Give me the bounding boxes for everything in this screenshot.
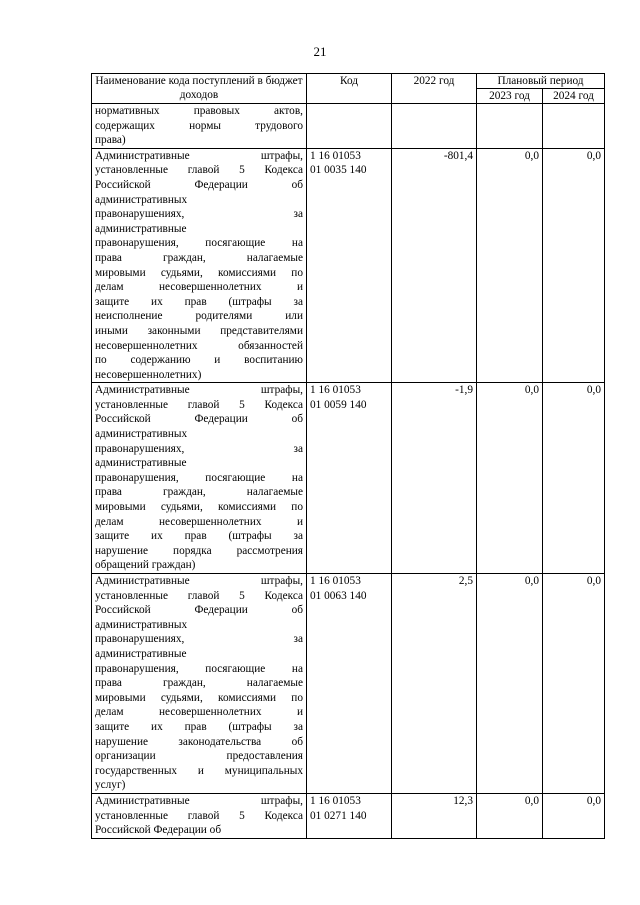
- revenue-name-cell: [92, 148, 307, 383]
- revenue-name-line: административных: [95, 193, 188, 206]
- value-2024-cell: 0,0: [543, 148, 605, 383]
- revenue-name-line: нормативных правовых актов,: [95, 105, 303, 117]
- revenue-code-line: 1 16 01053: [310, 575, 361, 587]
- revenue-name-line: права граждан, налагаемые: [95, 677, 303, 690]
- revenue-name-line: Российской Федерации об: [95, 413, 303, 426]
- revenue-name-line: права граждан, налагаемые: [95, 251, 303, 264]
- header-2024: 2024 год: [543, 89, 605, 104]
- revenue-name-line: Административные штрафы,: [95, 384, 303, 397]
- table-body: [92, 104, 605, 839]
- revenue-name-line: установленные главой 5 Кодекса: [95, 398, 303, 411]
- revenue-name-line: нарушение законодательства об: [95, 735, 303, 748]
- table-row: [92, 383, 605, 574]
- revenue-code-cell: [307, 148, 392, 383]
- revenue-code-cell: [307, 574, 392, 794]
- value-2022-cell: 12,3: [392, 793, 477, 838]
- revenue-name-line: Российской Федерации об: [95, 178, 303, 191]
- value-2022-cell: 2,5: [392, 574, 477, 794]
- revenue-name-line: правонарушениях, за: [95, 208, 303, 221]
- header-planned-period: Плановый период: [477, 74, 605, 89]
- value-2022-cell: [392, 104, 477, 149]
- revenue-name-line: по содержанию и воспитанию: [95, 354, 303, 367]
- header-2023: 2023 год: [477, 89, 543, 104]
- revenue-code-line: 01 0063 140: [310, 589, 367, 602]
- table-row: [92, 574, 605, 794]
- revenue-name-line: несовершеннолетних): [95, 368, 202, 381]
- value-2022-cell: -1,9: [392, 383, 477, 574]
- revenue-code-cell: [307, 104, 392, 149]
- revenue-name-line: административные: [95, 647, 187, 660]
- revenue-name-cell: [92, 104, 307, 149]
- revenue-code-line: 1 16 01053: [310, 149, 361, 162]
- revenue-name-line: Российской Федерации об: [95, 824, 222, 837]
- revenue-name-line: обращений граждан): [95, 559, 196, 572]
- revenue-name-line: мировыми судьями, комиссиями по: [95, 266, 303, 279]
- revenue-name-line: иными законными представителями: [95, 324, 303, 337]
- page-number: 21: [313, 44, 327, 59]
- revenue-name-line: права граждан, налагаемые: [95, 486, 303, 499]
- header-name: Наименование кода поступлений в бюджет доходов: [92, 74, 307, 104]
- revenue-name-line: правонарушениях, за: [95, 633, 303, 646]
- revenue-name-line: Российской Федерации об: [95, 604, 303, 617]
- table-row: [92, 104, 605, 149]
- revenue-name-line: установленные главой 5 Кодекса: [95, 809, 303, 822]
- value-2023-cell: [477, 104, 543, 149]
- revenue-name-cell: [92, 383, 307, 574]
- revenue-code-line: 1 16 01053: [310, 384, 361, 397]
- revenue-code-cell: [307, 793, 392, 838]
- revenue-name-line: защите их прав (штрафы за: [95, 530, 303, 543]
- revenue-name-line: установленные главой 5 Кодекса: [95, 164, 303, 177]
- revenue-name-line: Административные штрафы,: [95, 149, 303, 162]
- revenue-name-line: права): [95, 134, 126, 147]
- revenue-name-line: организации предоставления: [95, 750, 303, 763]
- revenue-name-line: Административные штрафы,: [95, 575, 303, 587]
- revenue-name-line: правонарушения, посягающие на: [95, 237, 303, 250]
- revenue-name-line: мировыми судьями, комиссиями по: [95, 501, 303, 514]
- value-2023-cell: 0,0: [477, 148, 543, 383]
- revenue-name-line: содержащих нормы трудового: [95, 119, 303, 132]
- revenue-name-line: административные: [95, 457, 187, 470]
- revenue-code-line: 01 0035 140: [310, 164, 367, 177]
- value-2024-cell: 0,0: [543, 793, 605, 838]
- revenue-name-line: делам несовершеннолетних и: [95, 706, 303, 719]
- revenue-name-line: защите их прав (штрафы за: [95, 295, 303, 308]
- header-2022: 2022 год: [392, 74, 477, 104]
- revenue-name-line: мировыми судьями, комиссиями по: [95, 691, 303, 704]
- revenue-name-line: Административные штрафы,: [95, 794, 303, 807]
- revenue-name-line: административных: [95, 428, 188, 441]
- value-2024-cell: [543, 104, 605, 149]
- value-2024-cell: 0,0: [543, 383, 605, 574]
- revenue-name-line: делам несовершеннолетних и: [95, 515, 303, 528]
- revenue-name-line: несовершеннолетних обязанностей: [95, 339, 303, 352]
- value-2023-cell: 0,0: [477, 574, 543, 794]
- revenue-name-cell: [92, 793, 307, 838]
- header-code: Код: [307, 74, 392, 104]
- revenue-code-line: 01 0271 140: [310, 809, 367, 822]
- revenue-code-cell: [307, 383, 392, 574]
- revenue-name-line: неисполнение родителями или: [95, 310, 303, 323]
- revenue-name-line: административные: [95, 222, 187, 235]
- revenue-name-line: услуг): [95, 779, 126, 792]
- revenue-name-cell: [92, 574, 307, 794]
- revenue-name-line: установленные главой 5 Кодекса: [95, 589, 303, 602]
- revenue-name-line: защите их прав (штрафы за: [95, 720, 303, 733]
- revenue-code-line: 1 16 01053: [310, 794, 361, 807]
- value-2023-cell: 0,0: [477, 383, 543, 574]
- revenue-name-line: делам несовершеннолетних и: [95, 281, 303, 294]
- revenue-name-line: правонарушения, посягающие на: [95, 662, 303, 675]
- value-2023-cell: 0,0: [477, 793, 543, 838]
- value-2024-cell: 0,0: [543, 574, 605, 794]
- revenue-name-line: административных: [95, 618, 188, 631]
- revenue-name-line: государственных и муниципальных: [95, 764, 303, 777]
- value-2022-cell: -801,4: [392, 148, 477, 383]
- table-row: [92, 793, 605, 838]
- revenue-code-line: 01 0059 140: [310, 398, 367, 411]
- revenue-name-line: правонарушениях, за: [95, 442, 303, 455]
- revenue-name-line: нарушение порядка рассмотрения: [95, 544, 303, 557]
- revenue-name-line: правонарушения, посягающие на: [95, 471, 303, 484]
- table-row: [92, 148, 605, 383]
- revenue-table: [91, 73, 605, 839]
